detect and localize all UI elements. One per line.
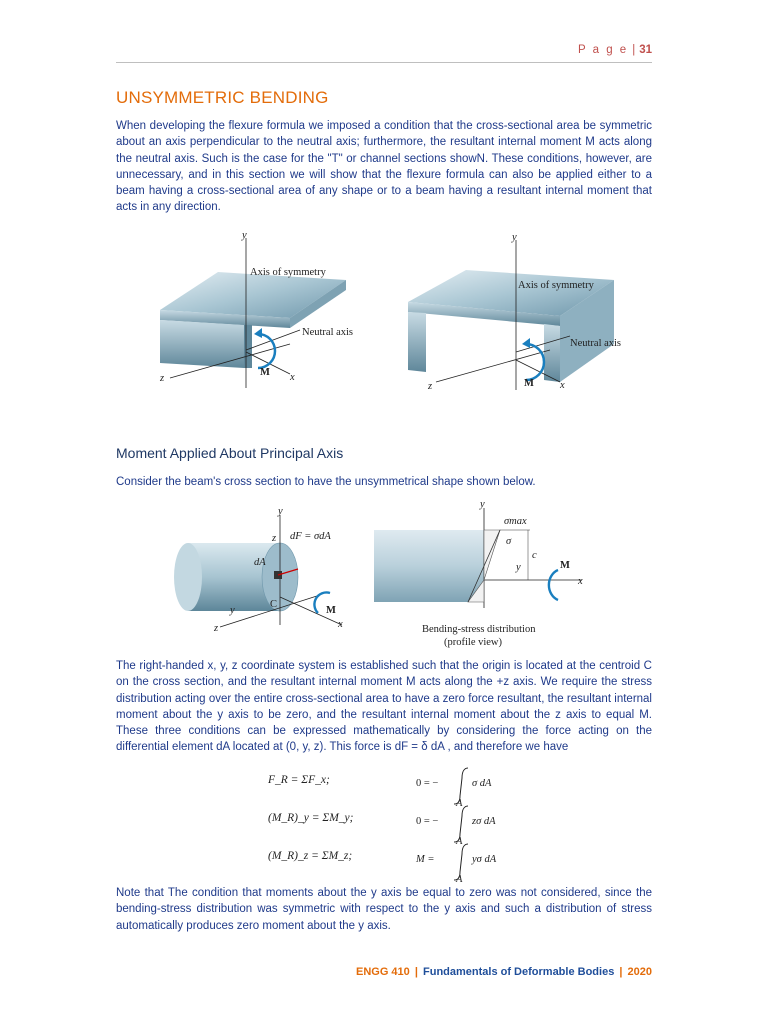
z-label: z (428, 381, 433, 392)
z-label: z (160, 373, 165, 384)
y-label: y (242, 230, 247, 241)
beam-profile (374, 530, 484, 602)
x-label: x (560, 380, 565, 391)
rhs-prefix: M = (416, 854, 435, 865)
integral-sub: A (456, 836, 463, 844)
equation-lhs: F_R = ΣF_x; (268, 774, 330, 786)
rhs-prefix: 0 = − (416, 778, 439, 789)
closing-paragraph: Note that The condition that moments about the y axis be equal to zero was not considered, since the bending-stress distribution was symmetric with respect to the y axis and such a distribution of stress automatically produces zero moment about the y axis. (116, 887, 652, 932)
moment-arrow (526, 344, 544, 380)
y-dist-label: y (516, 562, 521, 573)
neutral-axis-label: Neutral axis (302, 327, 354, 338)
footer-subject: Fundamentals of Deformable Bodies (423, 966, 615, 978)
t-beam-figure (140, 228, 376, 394)
moment-arrow (549, 570, 558, 600)
equation-force (0, 766, 768, 806)
integral-sub: A (456, 798, 463, 806)
equation-moment-z (0, 842, 768, 882)
caption-line1: Bending-stress distribution (422, 624, 536, 635)
footer-course: ENGG 410 (355, 966, 410, 978)
footer-year: 2020 (627, 966, 652, 978)
section-heading: Moment Applied About Principal Axis (116, 445, 344, 461)
c-label: c (532, 550, 537, 561)
y-label: y (278, 506, 283, 517)
integral-sub: A (456, 874, 463, 882)
equation-rhs (408, 842, 548, 882)
x-label: x (578, 576, 583, 587)
t-flange-top (160, 272, 346, 318)
axis-symmetry-label: Axis of symmetry (518, 280, 594, 291)
t-web-end (244, 325, 252, 368)
moment-label: M (260, 367, 270, 378)
x-label: x (338, 619, 343, 630)
equation-lhs: (M_R)_z = ΣM_z; (268, 850, 353, 862)
neutral-axis-label: Neutral axis (570, 338, 622, 349)
moment-label: M (524, 378, 534, 389)
y-label: y (480, 500, 485, 510)
moment-arrow-head (254, 328, 262, 338)
centroid-label: C (270, 599, 278, 610)
equation-lhs: (M_R)_y = ΣM_y; (268, 812, 354, 824)
sigma-label: σ (506, 536, 512, 547)
sigma-max-label: σmax (504, 516, 527, 527)
integrand: σ dA (472, 778, 492, 789)
page-number-header (578, 44, 652, 56)
axis-symmetry-label: Axis of symmetry (250, 267, 326, 278)
cylinder-back-face (174, 543, 202, 611)
integrand: yσ dA (472, 854, 497, 865)
z-label: z (214, 623, 219, 634)
y-left-label: y (230, 605, 235, 616)
equation-moment-y (0, 804, 768, 844)
df-label: dF = σdA (290, 531, 331, 542)
body-paragraph: The right-handed x, y, z coordinate system is established such that the origin is located at the centroid C on the cross section, and the resultant internal moment M acts along the +z axis. We require the stress distribution acting over the entire cross-sectional area to have a zero force resultant, the resultant internal moment about the y axis to be zero, and the resultant internal moment about the z axis to equal M. These three conditions can be expressed mathematically by considering the force acting on the differential element dA located at (0, y, z). This force is dF = δ dA , and therefore we have (116, 660, 652, 754)
page-footer (356, 966, 652, 978)
rhs-prefix: 0 = − (416, 816, 439, 827)
z-top-label: z (272, 533, 277, 544)
integrand: zσ dA (472, 816, 496, 827)
cross-section-figure (170, 505, 370, 635)
da-label: dA (254, 557, 266, 568)
footer-separator: | (619, 966, 623, 978)
moment-label: M (560, 560, 570, 571)
channel-left-leg (408, 312, 426, 372)
y-label: y (512, 232, 517, 243)
page-number: 31 (639, 44, 652, 56)
neutral-axis-line (246, 330, 300, 350)
footer-separator: | (414, 966, 418, 978)
page-title: UNSYMMETRIC BENDING (116, 88, 329, 107)
header-rule (116, 62, 652, 63)
channel-beam-figure (400, 232, 640, 398)
page-label: P a g e (577, 44, 629, 56)
moment-label: M (326, 605, 336, 616)
caption-line2: (profile view) (444, 637, 503, 648)
x-label: x (290, 372, 295, 383)
equation-rhs (408, 766, 548, 806)
section-intro: Consider the beam's cross section to have the unsymmetrical shape shown below. (116, 476, 536, 488)
stress-distribution-figure (370, 500, 600, 650)
channel-right-leg (544, 324, 560, 382)
intro-paragraph: When developing the flexure formula we imposed a condition that the cross-sectional area be symmetric about an axis perpendicular to the neutral axis; furthermore, the resultant internal moment M acts along the neutral axis. Such is the case for the "T" or channel sections showN. These conditions, however, are unnecessary, and in this section we will show that the flexure formula can also be applied either to a beam having a cross-sectional area of any shape or to a beam having a resultant internal moment that acts in any direction. (116, 120, 652, 214)
header-separator: | (632, 44, 636, 56)
equation-rhs (408, 804, 548, 844)
moment-arrow-head (522, 338, 530, 348)
